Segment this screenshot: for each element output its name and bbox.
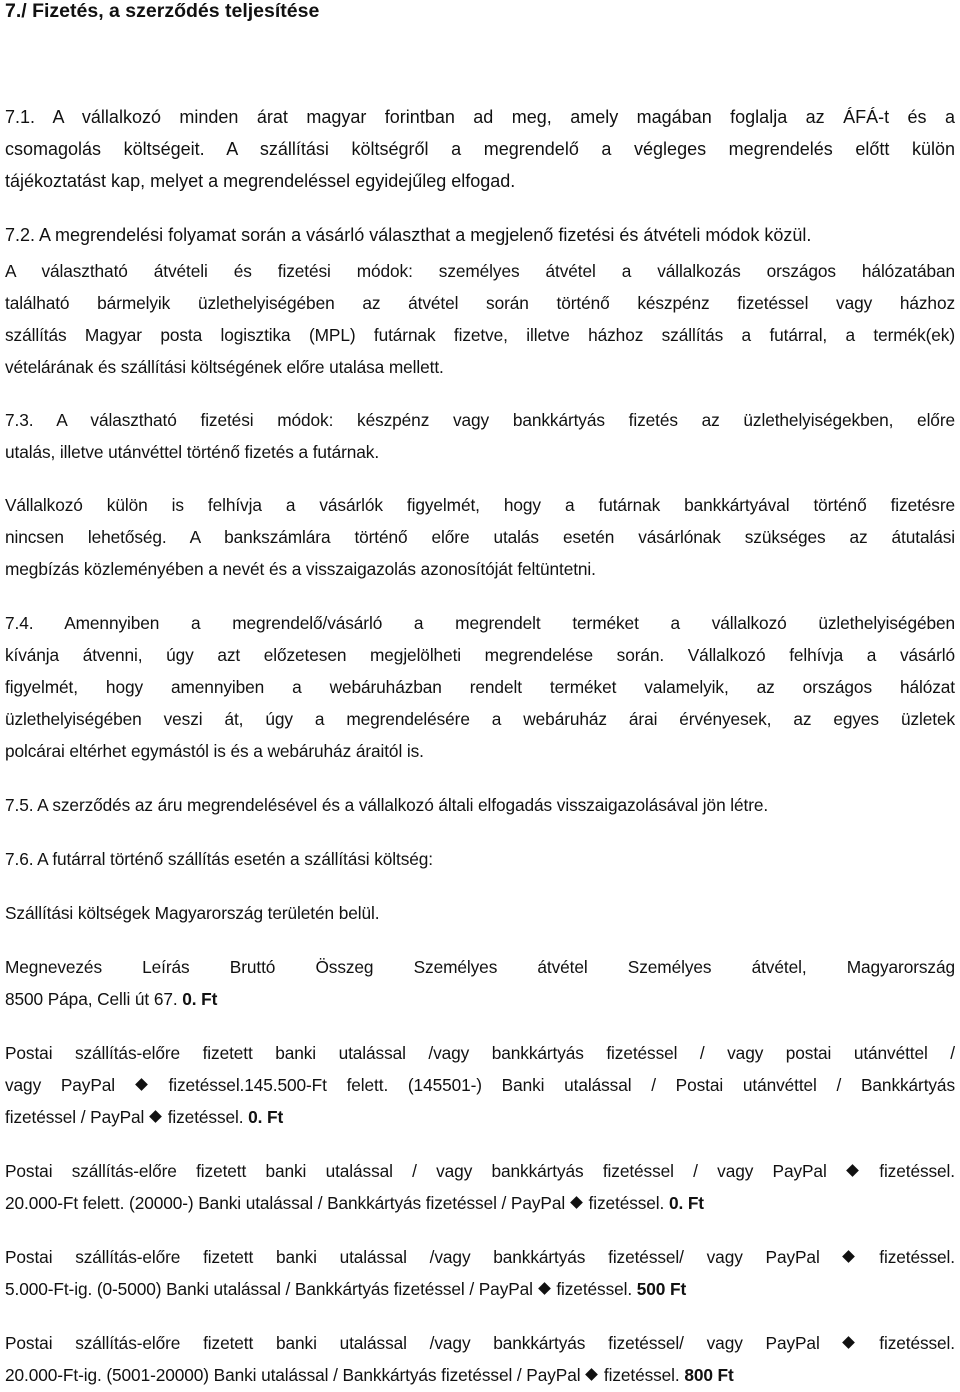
text-line: 7.5. A szerződés az áru megrendelésével és a vállalkozó általi elfogadás visszaigazolásával jön létre. <box>5 795 769 815</box>
text-line: nincsen lehetőség. A bankszámlára történő előre utalás esetén vásárlónak szükséges az átutalási <box>5 527 955 547</box>
text-segment: 20.000-Ft felett. (20000-) Banki utalással / Bankkártyás fizetéssel / PayPal <box>5 1193 570 1213</box>
text-line: szállítás Magyar posta logisztika (MPL) futárnak fizetve, illetve házhoz szállítás a futárral, a termék(ek) <box>5 325 955 345</box>
paragraph-7-4 <box>5 607 955 767</box>
text-line <box>5 1155 955 1187</box>
text-line: csomagolás költségeit. A szállítási költségről a megrendelő a végleges megrendelés előtt külön <box>5 139 955 159</box>
shipping-row <box>5 1327 955 1391</box>
price-value: 0. Ft <box>248 1107 284 1127</box>
text-line: Postai szállítás-előre fizetett banki utalással /vagy bankkártyás fizetéssel / vagy postai utánvéttel / <box>5 1043 955 1063</box>
text-line: tájékoztatást kap, melyet a megrendeléssel egyidejűleg elfogad. <box>5 171 516 191</box>
text-line <box>5 1187 955 1219</box>
diamond-icon <box>570 1196 584 1210</box>
text-line <box>5 1359 955 1391</box>
text-line: Szállítási költségek Magyarország területén belül. <box>5 903 380 923</box>
paragraph-7-5 <box>5 789 955 821</box>
text-segment: fizetéssel. <box>856 1247 955 1267</box>
text-line <box>5 1069 955 1101</box>
text-line: található bármelyik üzlethelyiségében az átvétel során történő készpénz fizetéssel vagy házhoz <box>5 293 955 313</box>
diamond-icon <box>842 1336 856 1350</box>
text-line <box>5 1273 955 1305</box>
diamond-icon <box>842 1250 856 1264</box>
table-header-address: 8500 Pápa, Celli út 67. <box>5 989 183 1009</box>
text-line: 7.6. A futárral történő szállítás esetén a szállítási költség: <box>5 849 433 869</box>
text-segment: fizetéssel. <box>583 1193 669 1213</box>
text-line: 7.1. A vállalkozó minden árat magyar forintban ad meg, amely magában foglalja az ÁFÁ-t és a <box>5 107 955 127</box>
text-segment: Postai szállítás-előre fizetett banki utalással /vagy bankkártyás fizetéssel/ vagy PayPal <box>5 1333 843 1353</box>
shipping-table-header <box>5 951 955 1015</box>
text-segment: fizetéssel / PayPal <box>5 1107 149 1127</box>
text-segment: Postai szállítás-előre fizetett banki utalással /vagy bankkártyás fizetéssel/ vagy PayPal <box>5 1247 843 1267</box>
diamond-icon <box>538 1282 552 1296</box>
price-value: 0. Ft <box>668 1193 704 1213</box>
text-segment: fizetéssel. <box>856 1333 955 1353</box>
text-line: vételárának és szállítási költségének előre utalása mellett. <box>5 357 444 377</box>
text-segment: 20.000-Ft-ig. (5001-20000) Banki utalással / Bankkártyás fizetéssel / PayPal <box>5 1365 586 1385</box>
text-segment: fizetéssel. <box>599 1365 685 1385</box>
text-line <box>5 1101 955 1133</box>
text-line: 7.3. A választható fizetési módok: készpénz vagy bankkártyás fizetés az üzlethelyiségekben, előre <box>5 410 955 430</box>
paragraph-7-2 <box>5 255 955 383</box>
text-segment: fizetéssel. <box>551 1279 637 1299</box>
diamond-icon <box>585 1368 599 1382</box>
shipping-row <box>5 1155 955 1219</box>
shipping-row <box>5 1037 955 1133</box>
price-value: 800 Ft <box>684 1365 734 1385</box>
section-heading: 7./ Fizetés, a szerződés teljesítése <box>5 0 320 22</box>
price-value: 0. Ft <box>182 989 218 1009</box>
text-line: utalás, illetve utánvéttel történő fizetés a futárnak. <box>5 442 380 462</box>
paragraph-7-1 <box>5 101 955 197</box>
diamond-icon <box>135 1078 149 1092</box>
table-header-line <box>5 983 955 1015</box>
paragraph-7-3-note <box>5 489 955 585</box>
paragraph-7-6 <box>5 843 955 875</box>
text-line: 7.2. A megrendelési folyamat során a vásárló választhat a megjelenő fizetési és átvételi módok közül. <box>5 225 812 245</box>
text-line: kívánja átvenni, úgy azt előzetesen megjelölheti megrendelése során. Vállalkozó felhívja a vásárló <box>5 645 955 665</box>
text-segment: Postai szállítás-előre fizetett banki utalással / vagy bankkártyás fizetéssel / vagy PayPal <box>5 1161 846 1181</box>
text-segment: fizetéssel.145.500-Ft felett. (145501-) Banki utalással / Postai utánvéttel / Bankkártyás <box>148 1075 955 1095</box>
shipping-title <box>5 897 955 929</box>
text-line: megbízás közleményében a nevét és a visszaigazolás azonosítóját feltüntetni. <box>5 559 596 579</box>
text-segment: fizetéssel. <box>163 1107 249 1127</box>
text-line: 7.4. Amennyiben a megrendelő/vásárló a megrendelt terméket a vállalkozó üzlethelyiségében <box>5 613 955 633</box>
diamond-icon <box>846 1164 860 1178</box>
text-line <box>5 1241 955 1273</box>
text-line <box>5 1327 955 1359</box>
paragraph-7-2-intro <box>5 219 955 251</box>
shipping-row <box>5 1241 955 1305</box>
text-line: üzlethelyiségében veszi át, úgy a megrendelésére a webáruház árai érvényesek, az egyes üzletek <box>5 709 955 729</box>
text-line: Vállalkozó külön is felhívja a vásárlók figyelmét, hogy a futárnak bankkártyával történő fizetésre <box>5 495 955 515</box>
text-line: polcárai eltérhet egymástól is és a webáruház áraitól is. <box>5 741 424 761</box>
diamond-icon <box>149 1110 163 1124</box>
text-segment: fizetéssel. <box>859 1161 955 1181</box>
table-header-line: Megnevezés Leírás Bruttó Összeg Személyes átvétel Személyes átvétel, Magyarország <box>5 957 955 977</box>
text-line: figyelmét, hogy amennyiben a webáruházban rendelt terméket valamelyik, az országos hálózat <box>5 677 955 697</box>
paragraph-7-3 <box>5 404 955 468</box>
text-segment: 5.000-Ft-ig. (0-5000) Banki utalással / Bankkártyás fizetéssel / PayPal <box>5 1279 538 1299</box>
text-line: A választható átvételi és fizetési módok: személyes átvétel a vállalkozás országos hálózatában <box>5 261 955 281</box>
price-value: 500 Ft <box>636 1279 687 1299</box>
text-segment: vagy PayPal <box>5 1075 135 1095</box>
